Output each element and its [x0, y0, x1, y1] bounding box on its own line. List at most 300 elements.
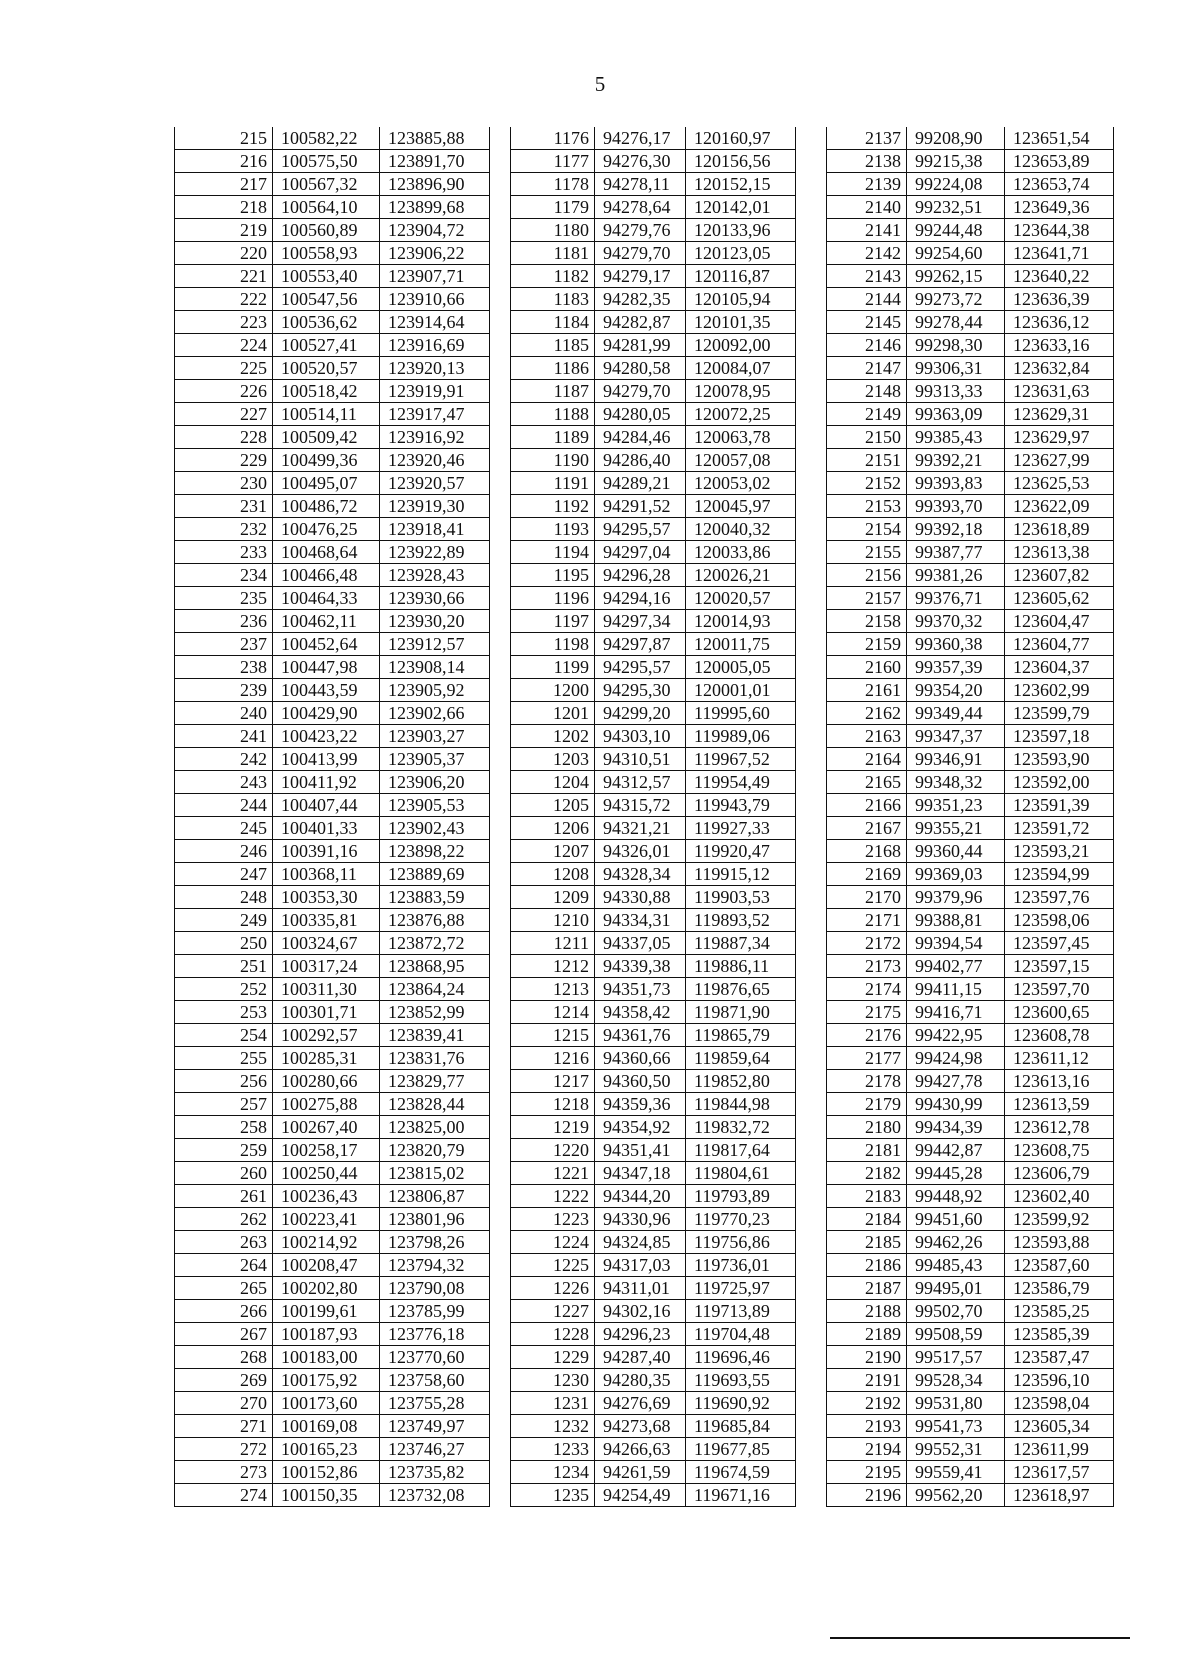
table-row — [175, 909, 490, 932]
point-number-cell: 1177 — [511, 150, 595, 173]
point-number-cell: 1233 — [511, 1438, 595, 1461]
y-coordinate-cell: 123597,18 — [1005, 725, 1114, 748]
table-row — [175, 748, 490, 771]
y-coordinate-cell: 123608,78 — [1005, 1024, 1114, 1047]
point-number-cell: 2157 — [827, 587, 907, 610]
point-number-cell: 221 — [175, 265, 273, 288]
y-coordinate-cell: 123585,39 — [1005, 1323, 1114, 1346]
point-number-cell: 1196 — [511, 587, 595, 610]
y-coordinate-cell: 123600,65 — [1005, 1001, 1114, 1024]
x-coordinate-cell: 99379,96 — [907, 886, 1005, 909]
table-row — [175, 1254, 490, 1277]
y-coordinate-cell: 119793,89 — [686, 1185, 796, 1208]
y-coordinate-cell: 123596,10 — [1005, 1369, 1114, 1392]
x-coordinate-cell: 100173,60 — [273, 1392, 380, 1415]
point-number-cell: 262 — [175, 1208, 273, 1231]
point-number-cell: 265 — [175, 1277, 273, 1300]
x-coordinate-cell: 99430,99 — [907, 1093, 1005, 1116]
point-number-cell: 219 — [175, 219, 273, 242]
x-coordinate-cell: 94297,04 — [595, 541, 686, 564]
y-coordinate-cell: 123602,99 — [1005, 679, 1114, 702]
table-row — [827, 1369, 1114, 1392]
y-coordinate-cell: 120092,00 — [686, 334, 796, 357]
y-coordinate-cell: 123910,66 — [380, 288, 490, 311]
table-row — [175, 840, 490, 863]
point-number-cell: 2191 — [827, 1369, 907, 1392]
point-number-cell: 2137 — [827, 127, 907, 150]
y-coordinate-cell: 123770,60 — [380, 1346, 490, 1369]
y-coordinate-cell: 119943,79 — [686, 794, 796, 817]
y-coordinate-cell: 119903,53 — [686, 886, 796, 909]
table-row — [175, 495, 490, 518]
point-number-cell: 1235 — [511, 1484, 595, 1507]
x-coordinate-cell: 100214,92 — [273, 1231, 380, 1254]
y-coordinate-cell: 123735,82 — [380, 1461, 490, 1484]
x-coordinate-cell: 100285,31 — [273, 1047, 380, 1070]
point-number-cell: 1223 — [511, 1208, 595, 1231]
point-number-cell: 1208 — [511, 863, 595, 886]
y-coordinate-cell: 123891,70 — [380, 150, 490, 173]
y-coordinate-cell: 119915,12 — [686, 863, 796, 886]
table-row — [511, 1415, 796, 1438]
x-coordinate-cell: 94284,46 — [595, 426, 686, 449]
y-coordinate-cell: 119677,85 — [686, 1438, 796, 1461]
y-coordinate-cell: 123618,97 — [1005, 1484, 1114, 1507]
x-coordinate-cell: 94289,21 — [595, 472, 686, 495]
point-number-cell: 1209 — [511, 886, 595, 909]
table-row — [827, 679, 1114, 702]
table-row — [827, 357, 1114, 380]
y-coordinate-cell: 119832,72 — [686, 1116, 796, 1139]
table-row — [511, 702, 796, 725]
point-number-cell: 1228 — [511, 1323, 595, 1346]
table-row — [827, 702, 1114, 725]
y-coordinate-cell: 123604,37 — [1005, 656, 1114, 679]
table-row — [511, 633, 796, 656]
point-number-cell: 1187 — [511, 380, 595, 403]
point-number-cell: 1193 — [511, 518, 595, 541]
x-coordinate-cell: 100317,24 — [273, 955, 380, 978]
point-number-cell: 2158 — [827, 610, 907, 633]
table-row — [175, 288, 490, 311]
x-coordinate-cell: 94276,30 — [595, 150, 686, 173]
table-row — [511, 817, 796, 840]
y-coordinate-cell: 123820,79 — [380, 1139, 490, 1162]
x-coordinate-cell: 94351,73 — [595, 978, 686, 1001]
table-row — [511, 1254, 796, 1277]
table-row — [511, 173, 796, 196]
table-row — [827, 978, 1114, 1001]
point-number-cell: 1213 — [511, 978, 595, 1001]
x-coordinate-cell: 94321,21 — [595, 817, 686, 840]
point-number-cell: 2167 — [827, 817, 907, 840]
y-coordinate-cell: 123641,71 — [1005, 242, 1114, 265]
table-row — [511, 288, 796, 311]
table-row — [511, 1369, 796, 1392]
table-row — [175, 1093, 490, 1116]
y-coordinate-cell: 123908,14 — [380, 656, 490, 679]
y-coordinate-cell: 123758,60 — [380, 1369, 490, 1392]
y-coordinate-cell: 123776,18 — [380, 1323, 490, 1346]
table-row — [827, 1254, 1114, 1277]
x-coordinate-cell: 99346,91 — [907, 748, 1005, 771]
y-coordinate-cell: 123906,22 — [380, 242, 490, 265]
point-number-cell: 2183 — [827, 1185, 907, 1208]
point-number-cell: 2160 — [827, 656, 907, 679]
x-coordinate-cell: 100223,41 — [273, 1208, 380, 1231]
table-row — [175, 1070, 490, 1093]
y-coordinate-cell: 119690,92 — [686, 1392, 796, 1415]
x-coordinate-cell: 99351,23 — [907, 794, 1005, 817]
x-coordinate-cell: 100547,56 — [273, 288, 380, 311]
y-coordinate-cell: 120014,93 — [686, 610, 796, 633]
x-coordinate-cell: 100464,33 — [273, 587, 380, 610]
y-coordinate-cell: 123587,60 — [1005, 1254, 1114, 1277]
y-coordinate-cell: 123732,08 — [380, 1484, 490, 1507]
y-coordinate-cell: 123599,79 — [1005, 702, 1114, 725]
page-number: 5 — [594, 72, 606, 96]
point-number-cell: 259 — [175, 1139, 273, 1162]
y-coordinate-cell: 123922,89 — [380, 541, 490, 564]
x-coordinate-cell: 99354,20 — [907, 679, 1005, 702]
y-coordinate-cell: 123605,62 — [1005, 587, 1114, 610]
x-coordinate-cell: 99394,54 — [907, 932, 1005, 955]
table-row — [827, 932, 1114, 955]
y-coordinate-cell: 119886,11 — [686, 955, 796, 978]
x-coordinate-cell: 100208,47 — [273, 1254, 380, 1277]
x-coordinate-cell: 100292,57 — [273, 1024, 380, 1047]
table-row — [827, 1323, 1114, 1346]
x-coordinate-cell: 94344,20 — [595, 1185, 686, 1208]
point-number-cell: 228 — [175, 426, 273, 449]
y-coordinate-cell: 123825,00 — [380, 1116, 490, 1139]
x-coordinate-cell: 94278,11 — [595, 173, 686, 196]
table-row — [511, 1139, 796, 1162]
x-coordinate-cell: 100335,81 — [273, 909, 380, 932]
table-row — [175, 1208, 490, 1231]
y-coordinate-cell: 123613,38 — [1005, 541, 1114, 564]
y-coordinate-cell: 123592,00 — [1005, 771, 1114, 794]
y-coordinate-cell: 123629,31 — [1005, 403, 1114, 426]
point-number-cell: 1210 — [511, 909, 595, 932]
y-coordinate-cell: 123928,43 — [380, 564, 490, 587]
y-coordinate-cell: 123605,34 — [1005, 1415, 1114, 1438]
point-number-cell: 2194 — [827, 1438, 907, 1461]
table-row — [827, 196, 1114, 219]
y-coordinate-cell: 123868,95 — [380, 955, 490, 978]
point-number-cell: 233 — [175, 541, 273, 564]
x-coordinate-cell: 99381,26 — [907, 564, 1005, 587]
x-coordinate-cell: 100567,32 — [273, 173, 380, 196]
x-coordinate-cell: 99416,71 — [907, 1001, 1005, 1024]
y-coordinate-cell: 123905,37 — [380, 748, 490, 771]
point-number-cell: 2140 — [827, 196, 907, 219]
y-coordinate-cell: 123617,57 — [1005, 1461, 1114, 1484]
y-coordinate-cell: 123916,92 — [380, 426, 490, 449]
y-coordinate-cell: 120160,97 — [686, 127, 796, 150]
table-row — [175, 196, 490, 219]
point-number-cell: 2178 — [827, 1070, 907, 1093]
point-number-cell: 246 — [175, 840, 273, 863]
x-coordinate-cell: 99462,26 — [907, 1231, 1005, 1254]
point-number-cell: 2192 — [827, 1392, 907, 1415]
x-coordinate-cell: 100468,64 — [273, 541, 380, 564]
y-coordinate-cell: 123636,39 — [1005, 288, 1114, 311]
point-number-cell: 1221 — [511, 1162, 595, 1185]
y-coordinate-cell: 120053,02 — [686, 472, 796, 495]
point-number-cell: 2188 — [827, 1300, 907, 1323]
y-coordinate-cell: 119804,61 — [686, 1162, 796, 1185]
y-coordinate-cell: 119696,46 — [686, 1346, 796, 1369]
table-row — [175, 564, 490, 587]
point-number-cell: 1231 — [511, 1392, 595, 1415]
point-number-cell: 1201 — [511, 702, 595, 725]
table-row — [827, 725, 1114, 748]
table-row — [511, 1070, 796, 1093]
table-row — [175, 242, 490, 265]
point-number-cell: 1230 — [511, 1369, 595, 1392]
point-number-cell: 261 — [175, 1185, 273, 1208]
table-row — [511, 1438, 796, 1461]
table-row — [511, 978, 796, 1001]
x-coordinate-cell: 99442,87 — [907, 1139, 1005, 1162]
table-row — [827, 219, 1114, 242]
point-number-cell: 2185 — [827, 1231, 907, 1254]
x-coordinate-cell: 99385,43 — [907, 426, 1005, 449]
table-row — [511, 196, 796, 219]
x-coordinate-cell: 100452,64 — [273, 633, 380, 656]
y-coordinate-cell: 119995,60 — [686, 702, 796, 725]
x-coordinate-cell: 94294,16 — [595, 587, 686, 610]
point-number-cell: 255 — [175, 1047, 273, 1070]
x-coordinate-cell: 99363,09 — [907, 403, 1005, 426]
y-coordinate-cell: 123594,99 — [1005, 863, 1114, 886]
x-coordinate-cell: 99298,30 — [907, 334, 1005, 357]
table-row — [175, 1415, 490, 1438]
x-coordinate-cell: 94324,85 — [595, 1231, 686, 1254]
x-coordinate-cell: 99357,39 — [907, 656, 1005, 679]
table-row — [827, 1208, 1114, 1231]
x-coordinate-cell: 94326,01 — [595, 840, 686, 863]
y-coordinate-cell: 123651,54 — [1005, 127, 1114, 150]
table-row — [175, 541, 490, 564]
table-row — [511, 725, 796, 748]
point-number-cell: 2165 — [827, 771, 907, 794]
x-coordinate-cell: 94311,01 — [595, 1277, 686, 1300]
table-row — [827, 1231, 1114, 1254]
table-row — [827, 173, 1114, 196]
table-row — [175, 1116, 490, 1139]
table-row — [175, 817, 490, 840]
point-number-cell: 240 — [175, 702, 273, 725]
y-coordinate-cell: 123749,97 — [380, 1415, 490, 1438]
table-row — [511, 1484, 796, 1507]
point-number-cell: 2139 — [827, 173, 907, 196]
table-row — [175, 1369, 490, 1392]
point-number-cell: 251 — [175, 955, 273, 978]
table-row — [175, 1277, 490, 1300]
table-row — [511, 909, 796, 932]
x-coordinate-cell: 99360,38 — [907, 633, 1005, 656]
table-row — [827, 1047, 1114, 1070]
table-row — [175, 472, 490, 495]
point-number-cell: 2152 — [827, 472, 907, 495]
y-coordinate-cell: 123912,57 — [380, 633, 490, 656]
point-number-cell: 2138 — [827, 150, 907, 173]
table-row — [175, 1323, 490, 1346]
point-number-cell: 222 — [175, 288, 273, 311]
x-coordinate-cell: 94295,57 — [595, 518, 686, 541]
y-coordinate-cell: 120142,01 — [686, 196, 796, 219]
point-number-cell: 238 — [175, 656, 273, 679]
point-number-cell: 231 — [175, 495, 273, 518]
y-coordinate-cell: 119852,80 — [686, 1070, 796, 1093]
x-coordinate-cell: 94287,40 — [595, 1346, 686, 1369]
point-number-cell: 270 — [175, 1392, 273, 1415]
y-coordinate-cell: 123904,72 — [380, 219, 490, 242]
point-number-cell: 2171 — [827, 909, 907, 932]
point-number-cell: 1183 — [511, 288, 595, 311]
table-row — [827, 1139, 1114, 1162]
table-row — [175, 150, 490, 173]
y-coordinate-cell: 123607,82 — [1005, 564, 1114, 587]
point-number-cell: 256 — [175, 1070, 273, 1093]
x-coordinate-cell: 94261,59 — [595, 1461, 686, 1484]
x-coordinate-cell: 100169,08 — [273, 1415, 380, 1438]
table-row — [827, 1392, 1114, 1415]
table-row — [175, 610, 490, 633]
point-number-cell: 2159 — [827, 633, 907, 656]
point-number-cell: 273 — [175, 1461, 273, 1484]
point-number-cell: 1194 — [511, 541, 595, 564]
point-number-cell: 247 — [175, 863, 273, 886]
table-row — [175, 978, 490, 1001]
x-coordinate-cell: 100280,66 — [273, 1070, 380, 1093]
y-coordinate-cell: 119887,34 — [686, 932, 796, 955]
x-coordinate-cell: 94303,10 — [595, 725, 686, 748]
x-coordinate-cell: 99485,43 — [907, 1254, 1005, 1277]
point-number-cell: 2187 — [827, 1277, 907, 1300]
x-coordinate-cell: 99224,08 — [907, 173, 1005, 196]
point-number-cell: 1185 — [511, 334, 595, 357]
x-coordinate-cell: 94330,96 — [595, 1208, 686, 1231]
x-coordinate-cell: 94254,49 — [595, 1484, 686, 1507]
x-coordinate-cell: 99434,39 — [907, 1116, 1005, 1139]
x-coordinate-cell: 94317,03 — [595, 1254, 686, 1277]
y-coordinate-cell: 123914,64 — [380, 311, 490, 334]
point-number-cell: 263 — [175, 1231, 273, 1254]
table-row — [827, 1415, 1114, 1438]
point-number-cell: 2163 — [827, 725, 907, 748]
table-row — [175, 679, 490, 702]
y-coordinate-cell: 123755,28 — [380, 1392, 490, 1415]
point-number-cell: 1216 — [511, 1047, 595, 1070]
x-coordinate-cell: 94297,87 — [595, 633, 686, 656]
y-coordinate-cell: 119871,90 — [686, 1001, 796, 1024]
y-coordinate-cell: 119704,48 — [686, 1323, 796, 1346]
table-row — [827, 863, 1114, 886]
point-number-cell: 1227 — [511, 1300, 595, 1323]
x-coordinate-cell: 99370,32 — [907, 610, 1005, 633]
table-row — [827, 1070, 1114, 1093]
point-number-cell: 248 — [175, 886, 273, 909]
y-coordinate-cell: 123585,25 — [1005, 1300, 1114, 1323]
table-row — [175, 886, 490, 909]
x-coordinate-cell: 94296,28 — [595, 564, 686, 587]
table-row — [175, 1300, 490, 1323]
x-coordinate-cell: 100509,42 — [273, 426, 380, 449]
y-coordinate-cell: 119865,79 — [686, 1024, 796, 1047]
table-row — [175, 1346, 490, 1369]
y-coordinate-cell: 123632,84 — [1005, 357, 1114, 380]
table-row — [827, 886, 1114, 909]
y-coordinate-cell: 119967,52 — [686, 748, 796, 771]
table-row — [827, 564, 1114, 587]
point-number-cell: 244 — [175, 794, 273, 817]
point-number-cell: 1214 — [511, 1001, 595, 1024]
x-coordinate-cell: 100476,25 — [273, 518, 380, 541]
y-coordinate-cell: 123920,57 — [380, 472, 490, 495]
x-coordinate-cell: 99355,21 — [907, 817, 1005, 840]
table-row — [827, 771, 1114, 794]
x-coordinate-cell: 94279,17 — [595, 265, 686, 288]
point-number-cell: 249 — [175, 909, 273, 932]
y-coordinate-cell: 123898,22 — [380, 840, 490, 863]
table-row — [175, 1185, 490, 1208]
x-coordinate-cell: 99349,44 — [907, 702, 1005, 725]
x-coordinate-cell: 94296,23 — [595, 1323, 686, 1346]
x-coordinate-cell: 99402,77 — [907, 955, 1005, 978]
table-row — [511, 955, 796, 978]
point-number-cell: 2196 — [827, 1484, 907, 1507]
point-number-cell: 230 — [175, 472, 273, 495]
table-row — [827, 449, 1114, 472]
x-coordinate-cell: 94266,63 — [595, 1438, 686, 1461]
x-coordinate-cell: 100165,23 — [273, 1438, 380, 1461]
y-coordinate-cell: 123918,41 — [380, 518, 490, 541]
point-number-cell: 1195 — [511, 564, 595, 587]
y-coordinate-cell: 119736,01 — [686, 1254, 796, 1277]
point-number-cell: 2189 — [827, 1323, 907, 1346]
table-row — [827, 472, 1114, 495]
x-coordinate-cell: 99559,41 — [907, 1461, 1005, 1484]
y-coordinate-cell: 123916,69 — [380, 334, 490, 357]
table-row — [511, 380, 796, 403]
y-coordinate-cell: 123902,66 — [380, 702, 490, 725]
y-coordinate-cell: 123903,27 — [380, 725, 490, 748]
table-row — [511, 679, 796, 702]
x-coordinate-cell: 100250,44 — [273, 1162, 380, 1185]
table-row — [827, 518, 1114, 541]
point-number-cell: 2149 — [827, 403, 907, 426]
x-coordinate-cell: 99348,32 — [907, 771, 1005, 794]
table-row — [511, 426, 796, 449]
point-number-cell: 2190 — [827, 1346, 907, 1369]
y-coordinate-cell: 123746,27 — [380, 1438, 490, 1461]
point-number-cell: 272 — [175, 1438, 273, 1461]
y-coordinate-cell: 119770,23 — [686, 1208, 796, 1231]
point-number-cell: 1204 — [511, 771, 595, 794]
point-number-cell: 224 — [175, 334, 273, 357]
x-coordinate-cell: 99232,51 — [907, 196, 1005, 219]
point-number-cell: 267 — [175, 1323, 273, 1346]
point-number-cell: 2147 — [827, 357, 907, 380]
point-number-cell: 220 — [175, 242, 273, 265]
point-number-cell: 2170 — [827, 886, 907, 909]
table-row — [827, 288, 1114, 311]
point-number-cell: 2151 — [827, 449, 907, 472]
point-number-cell: 1218 — [511, 1093, 595, 1116]
